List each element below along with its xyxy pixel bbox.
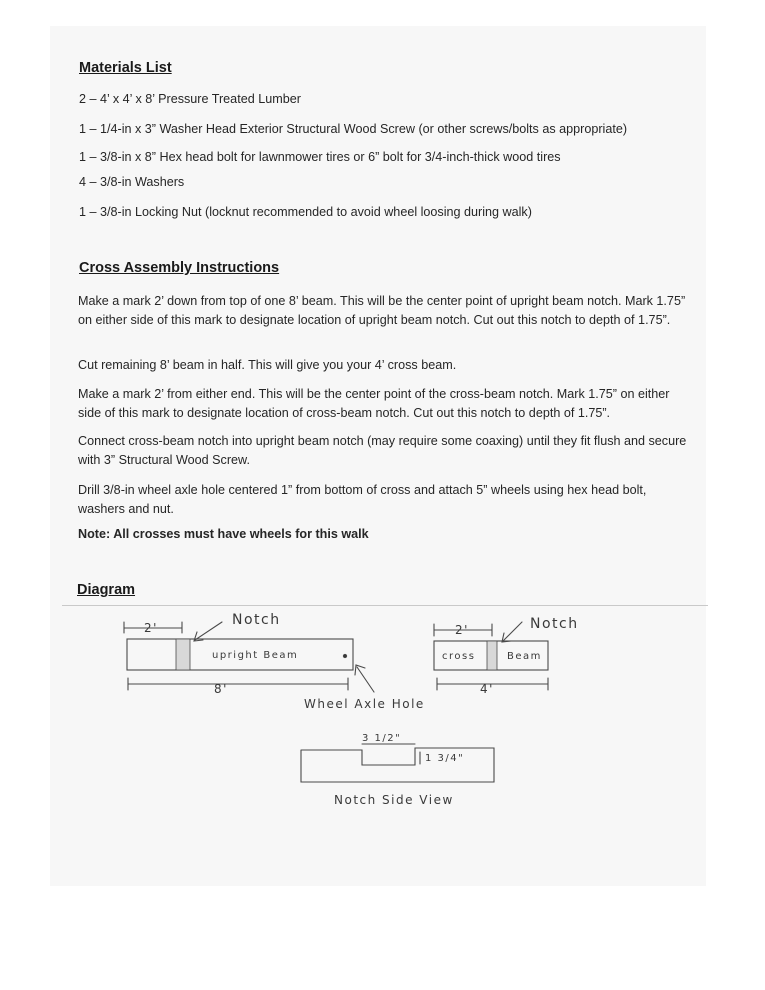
notch-width-label: 3 1/2" [362, 733, 402, 744]
cross-4ft-label: 4' [480, 682, 494, 696]
axle-hole-dot [343, 654, 346, 657]
assembly-note: Note: All crosses must have wheels for this walk [78, 527, 369, 541]
assembly-step: Cut remaining 8’ beam in half. This will give you your 4’ cross beam. [78, 358, 457, 372]
material-item: 1 – 1/4-in x 3” Washer Head Exterior Structural Wood Screw (or other screws/bolts as appropriate) [79, 122, 628, 136]
upright-notch-mark [176, 639, 190, 670]
assembly-step: Drill 3/8-in wheel axle hole centered 1” from bottom of cross and attach 5” wheels using hex head bolt, washers and nut. [78, 483, 647, 516]
cross-beam-label-right: Beam [507, 651, 542, 662]
upright-beam-label: upright Beam [212, 650, 299, 661]
cross-notch-mark [487, 641, 497, 670]
notch-depth-label: 1 3/4" [425, 753, 465, 764]
wheel-axle-hole-label: Wheel Axle Hole [304, 697, 425, 711]
upright-2ft-label: 2' [144, 621, 158, 635]
assembly-step: Make a mark 2’ from either end. This will be the center point of the cross-beam notch. Mark 1.75” on either side of this mark to designate location of cross-beam notch. Cut out this notch to depth of 1.75”. [78, 387, 670, 420]
material-item: 1 – 3/8-in Locking Nut (locknut recommended to avoid wheel loosing during walk) [79, 205, 532, 219]
notch-side-view-outline [301, 748, 494, 782]
cross-2ft-label: 2' [455, 623, 469, 637]
upright-8ft-label: 8' [214, 682, 228, 696]
cross-beam-label-left: cross [442, 651, 476, 662]
notch-arrow [195, 622, 222, 640]
material-item: 1 – 3/8-in x 8” Hex head bolt for lawnmower tires or 6” bolt for 3/4-inch-thick wood tires [79, 150, 561, 164]
notch-side-view-label: Notch Side View [334, 793, 454, 807]
material-item: 4 – 3/8-in Washers [79, 175, 185, 189]
materials-heading: Materials List [79, 60, 172, 76]
assembly-step: Connect cross-beam notch into upright beam notch (may require some coaxing) until they fit flush and secure with 3” Structural Wood Screw. [78, 434, 687, 467]
diagram-heading: Diagram [77, 582, 136, 598]
material-item: 2 – 4’ x 4’ x 8’ Pressure Treated Lumber [79, 92, 301, 106]
axle-arrow [357, 667, 374, 692]
cross-notch-label: Notch [530, 616, 579, 632]
assembly-heading: Cross Assembly Instructions [79, 260, 280, 276]
upright-notch-label: Notch [232, 612, 281, 628]
assembly-step: Make a mark 2’ down from top of one 8’ beam. This will be the center point of upright beam notch. Mark 1.75” on either side of this mark to designate location of upright beam notch. Cut out this notch to depth of 1.75”. [78, 294, 686, 327]
